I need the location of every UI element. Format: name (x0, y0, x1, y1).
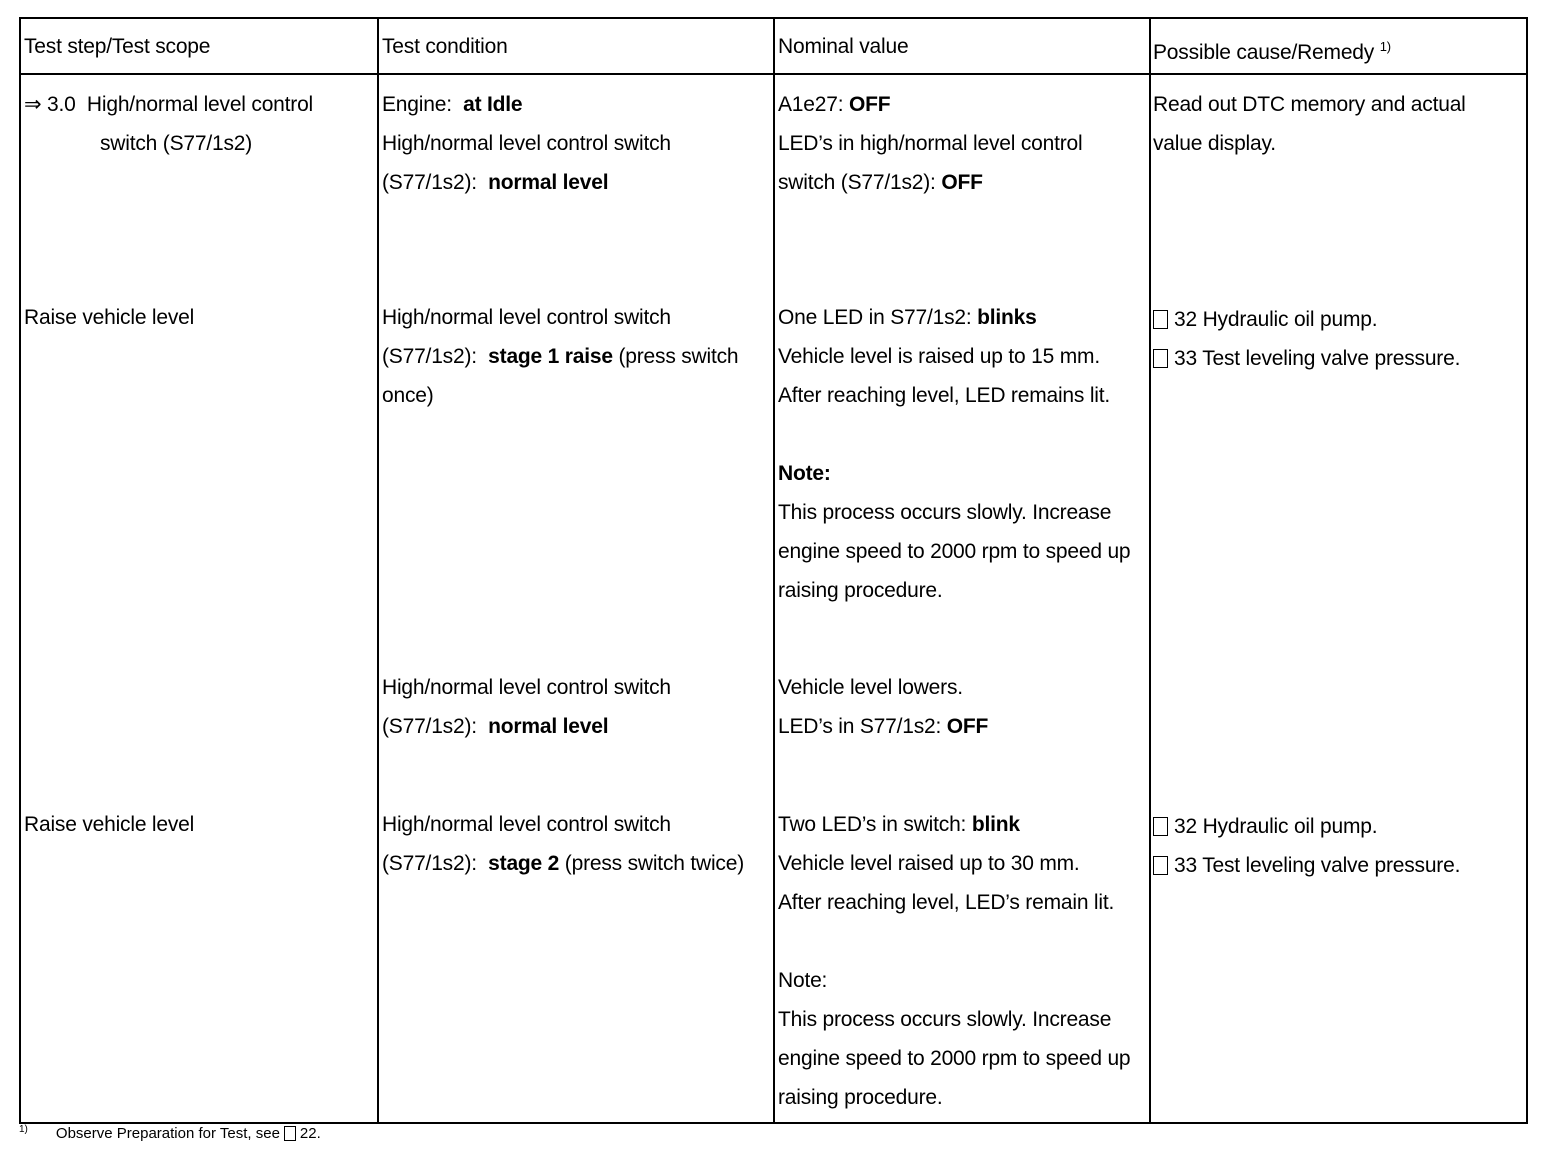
column-divider-1 (377, 19, 379, 1122)
header-nominal-value: Nominal value (778, 35, 909, 58)
row1-condition: Engine: at Idle High/normal level control switch (S77/1s2): normal level (382, 93, 671, 194)
header-test-condition: Test condition (382, 35, 508, 58)
row4-remedy: 32 Hydraulic oil pump. 33 Test leveling valve pressure. (1153, 807, 1460, 885)
footnote: $^{1)}$ Observe Preparation for Test, see 22. (19, 1124, 321, 1142)
test-table (19, 17, 1528, 1124)
manual-reference-icon (1153, 349, 1168, 368)
manual-reference-icon (1153, 310, 1168, 329)
row1-remedy: Read out DTC memory and actual value display. (1153, 93, 1466, 155)
note-label: Note: (778, 969, 828, 992)
header-possible-cause: Possible cause/Remedy $^{1)}$ (1153, 39, 1391, 64)
row2-step: Raise vehicle level (24, 306, 195, 329)
step-3-0: ⇒ 3.0 High/normal level control switch (S77/1s2) (24, 93, 314, 155)
row1-nominal: A1e27: OFF LED’s in high/normal level control switch (S77/1s2): OFF (778, 93, 1083, 194)
row4-condition: High/normal level control switch (S77/1s2): stage 2 (press switch twice) (382, 813, 744, 875)
arrow-right-icon: ⇒ (24, 93, 42, 116)
row3-nominal: Vehicle level lowers. LED’s in S77/1s2: OFF (778, 676, 989, 738)
column-divider-2 (773, 19, 775, 1122)
manual-reference-icon (1153, 817, 1168, 836)
row2-nominal: One LED in S77/1s2: blinks Vehicle level is raised up to 15 mm. After reaching level, LED remains lit. Note: This process occurs slowly. Increase engine speed to 2000 rpm to speed up raising procedure. (778, 306, 1131, 602)
row3-condition: High/normal level control switch (S77/1s2): normal level (382, 676, 671, 738)
row4-nominal: Two LED’s in switch: blink Vehicle level raised up to 30 mm. After reaching level, LED’s remain lit. Note: This process occurs slowly. Increase engine speed to 2000 rpm to speed up raising procedure. (778, 813, 1131, 1109)
row2-remedy: 32 Hydraulic oil pump. 33 Test leveling valve pressure. (1153, 300, 1460, 378)
row2-condition: High/normal level control switch (S77/1s2): stage 1 raise (press switch once) (382, 306, 739, 407)
note-label: Note: (778, 462, 831, 485)
header-test-step: Test step/Test scope (24, 35, 211, 58)
row4-step: Raise vehicle level (24, 813, 195, 836)
manual-reference-icon (1153, 856, 1168, 875)
column-divider-3 (1149, 19, 1151, 1122)
manual-reference-icon (284, 1126, 296, 1141)
